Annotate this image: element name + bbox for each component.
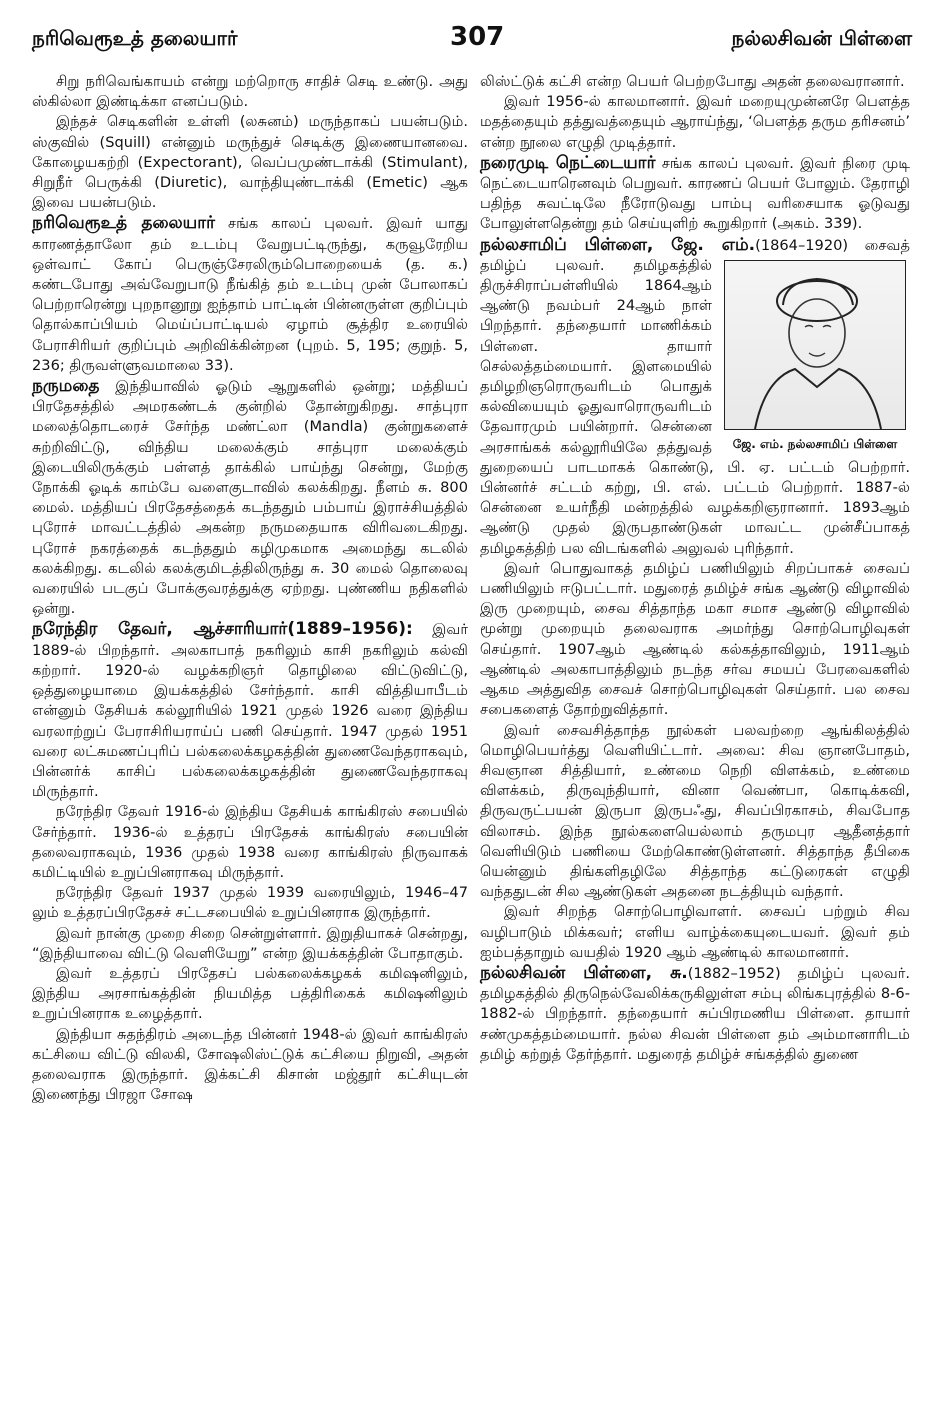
entry-years: (1882–1952) xyxy=(687,964,781,982)
entry-headword: நரேந்திர தேவர், ஆச்சாரியார் xyxy=(32,619,288,640)
paragraph: இவர் சிறந்த சொற்பொழிவாளர். சைவப் பற்றும் சிவ வழிபாடும் மிக்கவர்; எளிய வாழ்க்கையுடையவர். இவர் தம் ஐம்பத்தாறும் வயதில் 1920 ஆம் ஆண்டில் காலமானார். xyxy=(480,903,910,961)
paragraph: நரேந்திர தேவர் 1916-ல் இந்திய தேசியக் காங்கிரஸ் சபையில் சேர்ந்தார். 1936-ல் உத்தரப் பிரதேசக் காங்கிரஸ் சபையின் தலைவராகவும், 1936 முதல் 1938 வரை காங்கிரஸ் நிருவாகக் கமிட்டியில் உறுப்பினராகவு மிருந்தார். xyxy=(32,803,468,881)
entry-headword: நருமதை xyxy=(32,376,100,397)
paragraph: இந்தச் செடிகளின் உள்ளி (லசுனம்) மருந்தாகப் பயன்படும். ஸ்குவில் (Squill) என்னும் மருந்துச் செடிக்கு இணையானவை. கோழையகற்றி (Expectorant), வெப்பமுண்டாக்கி (Stimulant), சிறுநீர் பெருக்கி (Diuretic), வாந்தியுண்டாக்கி (Emetic) ஆக இவை பயன்படும். xyxy=(32,113,468,212)
page-number: 307 xyxy=(450,22,505,52)
entry-text: இந்தியாவில் ஓடும் ஆறுகளில் ஒன்று; மத்தியப் பிரதேசத்தில் அமரகண்டக் குன்றில் தோன்றுகிறது. சாத்புரா மலைத்தொடரைச் சேர்ந்த மண்ட்லா (Mandla) குன்றுகளைச் சுற்றிவிட்டு, விந்திய மலைக்கும் சாத்புரா மலைக்கும் இடையிலிருக்கும் பள்ளத் தாக்கில் பாய்ந்து சென்று, மேற்கு நோக்கி ஓடிக் காம்பே வளைகுடாவில் கலக்கிறது. நீளம் சு. 800 மைல். மத்தியப் பிரதேசத்தைக் கடந்ததும் பம்பாய் இராச்சியத்தில் புரோச் மாவட்டத்தில் அகன்ற நருமதையாக விரிவடைகிறது. புரோச் நகரத்தைக் கடந்ததும் கழிமுகமாக அமைந்து கடலில் கலக்கிறது. கடலில் கலக்குமிடத்திலிருந்து சு. 30 மைல் தொலைவு வரையில் படகுப் போக்குவரத்துக்கு ஏற்றது. புண்ணிய நதிகளில் ஒன்று. xyxy=(32,378,468,618)
entry-years: (1864–1920) xyxy=(755,236,849,254)
portrait-caption: ஜே. எம். நல்லசாமிப் பிள்ளை xyxy=(732,436,898,451)
right-column xyxy=(480,72,910,1065)
portrait-sketch xyxy=(725,261,905,429)
entry-narendra-dev xyxy=(32,619,468,802)
entry-headword: நரைமுடி நெட்டையார் xyxy=(480,152,656,173)
paragraph: நரேந்திர தேவர் 1937 முதல் 1939 வரையிலும், 1946–47 லும் உத்தரப்பிரதேசச் சட்டசபையில் உறுப்பினராக இருந்தார். xyxy=(32,884,468,922)
entry-headword: நரிவெரூஉத் தலையார் xyxy=(32,213,215,234)
entry-naraimudi-nettaiyar xyxy=(480,153,910,235)
paragraph: இவர் பொதுவாகத் தமிழ்ப் பணியிலும் சிறப்பாகச் சைவப் பணியிலும் ஈடுபட்டார். மதுரைத் தமிழ்ச் சங்க ஆண்டு விழாவில் இரு முறையும், சைவ சித்தாந்த மகா சமாச ஆண்டு விழாவில் மூன்று முறையும் தலைவராக அமர்ந்து சொற்பொழிவுகள் செய்தார். 1907ஆம் ஆண்டில் கல்கத்தாவிலும், 1911ஆம் ஆண்டில் அலகாபாத்திலும் நடந்த சர்வ சமயப் பேரவைகளில் ஆகம அத்துவித சைவச் சொற்பொழிவுகள் செய்தார். பல சைவ சபைகளைத் தோற்றுவித்தார். xyxy=(480,559,910,719)
paragraph: இவர் 1956-ல் காலமானார். இவர் மறையுமுன்னரே பௌத்த மதத்தையும் தத்துவத்தையும் ஆராய்ந்து, ‘பௌத்த தரும தரிசனம்’ என்ற நூலை எழுதி முடித்தார். xyxy=(480,93,910,151)
entry-headword: நல்லசாமிப் பிள்ளை, ஜே. எம். xyxy=(480,234,756,255)
portrait-photo xyxy=(724,260,906,430)
entry-text: தமிழ்ப் புலவர். தமிழகத்தில் திருநெல்வேலிக்கருகிலுள்ள சம்பு லிங்கபுரத்தில் 8-6-1882-ல் பிறந்தார். தந்தையார் சுப்பிரமணிய பிள்ளை. தாயார் சண்முகத்தம்மையார். நல்ல சிவன் பிள்ளை தம் அம்மானாரிடம் தமிழ் கற்றுத் தேர்ந்தார். மதுரைத் தமிழ்ச் சங்கத்தில் துணை xyxy=(480,964,910,1063)
paragraph: இவர் உத்தரப் பிரதேசப் பல்கலைக்கழகக் கமிஷனிலும், இந்திய அரசாங்கத்தின் நியமித்த பத்திரிகைக் கமிஷனிலும் உறுப்பினராக உழைத்தார். xyxy=(32,964,468,1023)
entry-nallasami-pillai xyxy=(480,235,910,559)
entry-years: (1889–1956): xyxy=(287,619,413,640)
paragraph: லிஸ்ட்டுக் கட்சி என்ற பெயர் பெற்றபோது அதன் தலைவரானார். xyxy=(480,73,905,90)
entry-nallasivan-pillai xyxy=(480,963,910,1065)
left-column xyxy=(32,72,468,1105)
entry-narumadai xyxy=(32,376,468,619)
portrait-figure xyxy=(720,260,910,453)
paragraph: இந்தியா சுதந்திரம் அடைந்த பின்னர் 1948-ல் இவர் காங்கிரஸ் கட்சியை விட்டு விலகி, சோஷலிஸ்ட்டுக் கட்சியை நிறுவி, அதன் தலைவராக இருந்தார். இக்கட்சி கிசான் மஜ்தூர் கட்சியுடன் இணைந்து பிரஜா சோஷ xyxy=(32,1025,468,1104)
page-header xyxy=(32,22,912,58)
paragraph: சிறு நரிவெங்காயம் என்று மற்றொரு சாதிச் செடி உண்டு. அது ஸ்கில்லா இண்டிக்கா எனப்படும். xyxy=(32,73,468,111)
paragraph: இவர் நான்கு முறை சிறை சென்றுள்ளார். இறுதியாகச் சென்றது, “இந்தியாவை விட்டு வெளியேறு” என்ற இயக்கத்தின் போதாகும். xyxy=(32,924,468,962)
paragraph: இவர் சைவசித்தாந்த நூல்கள் பலவற்றை ஆங்கிலத்தில் மொழிபெயர்த்து வெளியிட்டார். அவை: சிவ ஞானபோதம், சிவஞான சித்தியார், உண்மை நெறி விளக்கம், உண்மை விளக்கம், திருவுந்தியார், வினா வெண்பா, கொடிக்கவி, திருவருட்பயன் இருபா இருபஃது, சிவப்பிரகாசம், சிவபோத விலாசம். இந்த நூல்களையெல்லாம் தருமபுர ஆதீனத்தார் வெளியிடும் பணியை மேற்கொண்டுள்ளனர். சித்தாந்த தீபிகை யென்னும் திங்களிதழிலே சித்தாந்த கட்டுரைகள் எழுதி வந்ததுடன் சில ஆண்டுகள் அதனை நடத்தியும் வந்தார். xyxy=(480,721,910,901)
entry-text: சங்க காலப் புலவர். இவர் நிரை முடி நெட்டையாரெனவும் பெறுவர். காரணப் பெயர் போலும். தேராழி பதிந்த சுவட்டிலே நீரோடுவது பாம்பு வரிசையாக ஓடுவது போலுள்ளதென்று தம் செய்யுளிற் கூறுகிறார் (அகம். 339). xyxy=(480,154,910,233)
entry-text: சைவத் தமிழ்ப் புலவர். தமிழகத்தில் திருச்சிராப்பள்ளியில் 1864ஆம் ஆண்டு நவம்பர் 24ஆம் நாள் பிறந்தார். தந்தையார் மாணிக்கம் பிள்ளை. தாயார் செல்லத்தம்மையார். இளமையில் தமிழறிஞரொருவரிடம் பொதுக் கல்வியையும் ஓதுவாரொருவரிடம் தேவாரமும் பயின்றார். சென்னை அரசாங்கக் கல்லூரியிலே தத்துவத் துறையைப் பாடமாகக் கொண்டு, பி. ஏ. பட்டம் பெற்றார். பின்னர்ச் சட்டம் கற்று, பி. எல். பட்டம் பெற்றார். 1887-ல் சென்னை உயர்நீதி மன்றத்தில் வழக்கறிஞரானார். 1893ஆம் ஆண்டு முதல் இருபதாண்டுகள் மாவட்ட முன்சீப்பாகத் தமிழகத்திற் பல விடங்களில் அலுவல் புரிந்தார். xyxy=(480,236,911,557)
running-head-right: நல்லசிவன் பிள்ளை xyxy=(731,26,912,50)
entry-text: இவர் 1889-ல் பிறந்தார். அலகாபாத் நகரிலும் காசி நகரிலும் கல்வி கற்றார். 1920-ல் வழக்கறிஞர் தொழிலை விட்டுவிட்டு, ஒத்துழையாமை இயக்கத்தில் சேர்ந்தார். காசி வித்தியாபீடம் என்னும் தேசியக் கல்லூரியில் 1921 முதல் 1926 வரை இந்திய வரலாற்றுப் பேராசிரியராய்ப் பணி செய்தார். 1947 முதல் 1951 வரை லட்சுமணப்புரிப் பல்கலைக்கழகத்தின் துணைவேந்தராகவும், பின்னர்க் காசிப் பல்கலைக்கழகத்தின் துணைவேந்தராகவு மிருந்தார். xyxy=(32,621,468,801)
entry-headword: நல்லசிவன் பிள்ளை, சு. xyxy=(480,962,688,983)
entry-nariveruuth-thalaiyar xyxy=(32,213,468,376)
running-head-left: நரிவெரூஉத் தலையார் xyxy=(32,26,238,50)
entry-text: சங்க காலப் புலவர். இவர் யாது காரணத்தாலோ தம் உடம்பு வேறுபட்டிருந்து, கருவூரேறிய ஒள்வாட் கோப் பெருஞ்சேரலிரும்பொறையைக் (த. க.) கண்டபோது அவ்வேறுபாடு நீங்கித் தம் உடம்பு முன் போலாகப் பெற்றாரென்று புறநானூறு ஐந்தாம் பாட்டின் பின்னருள்ள குறிப்பும் தொல்காப்பியம் மெய்ப்பாட்டியல் ஏழாம் சூத்திர உரையில் பேராசிரியர் குறிப்பும் அறிவிக்கின்றன (புறம். 5, 195; குறுந். 5, 236; திருவள்ளுவமாலை 33). xyxy=(32,215,468,374)
